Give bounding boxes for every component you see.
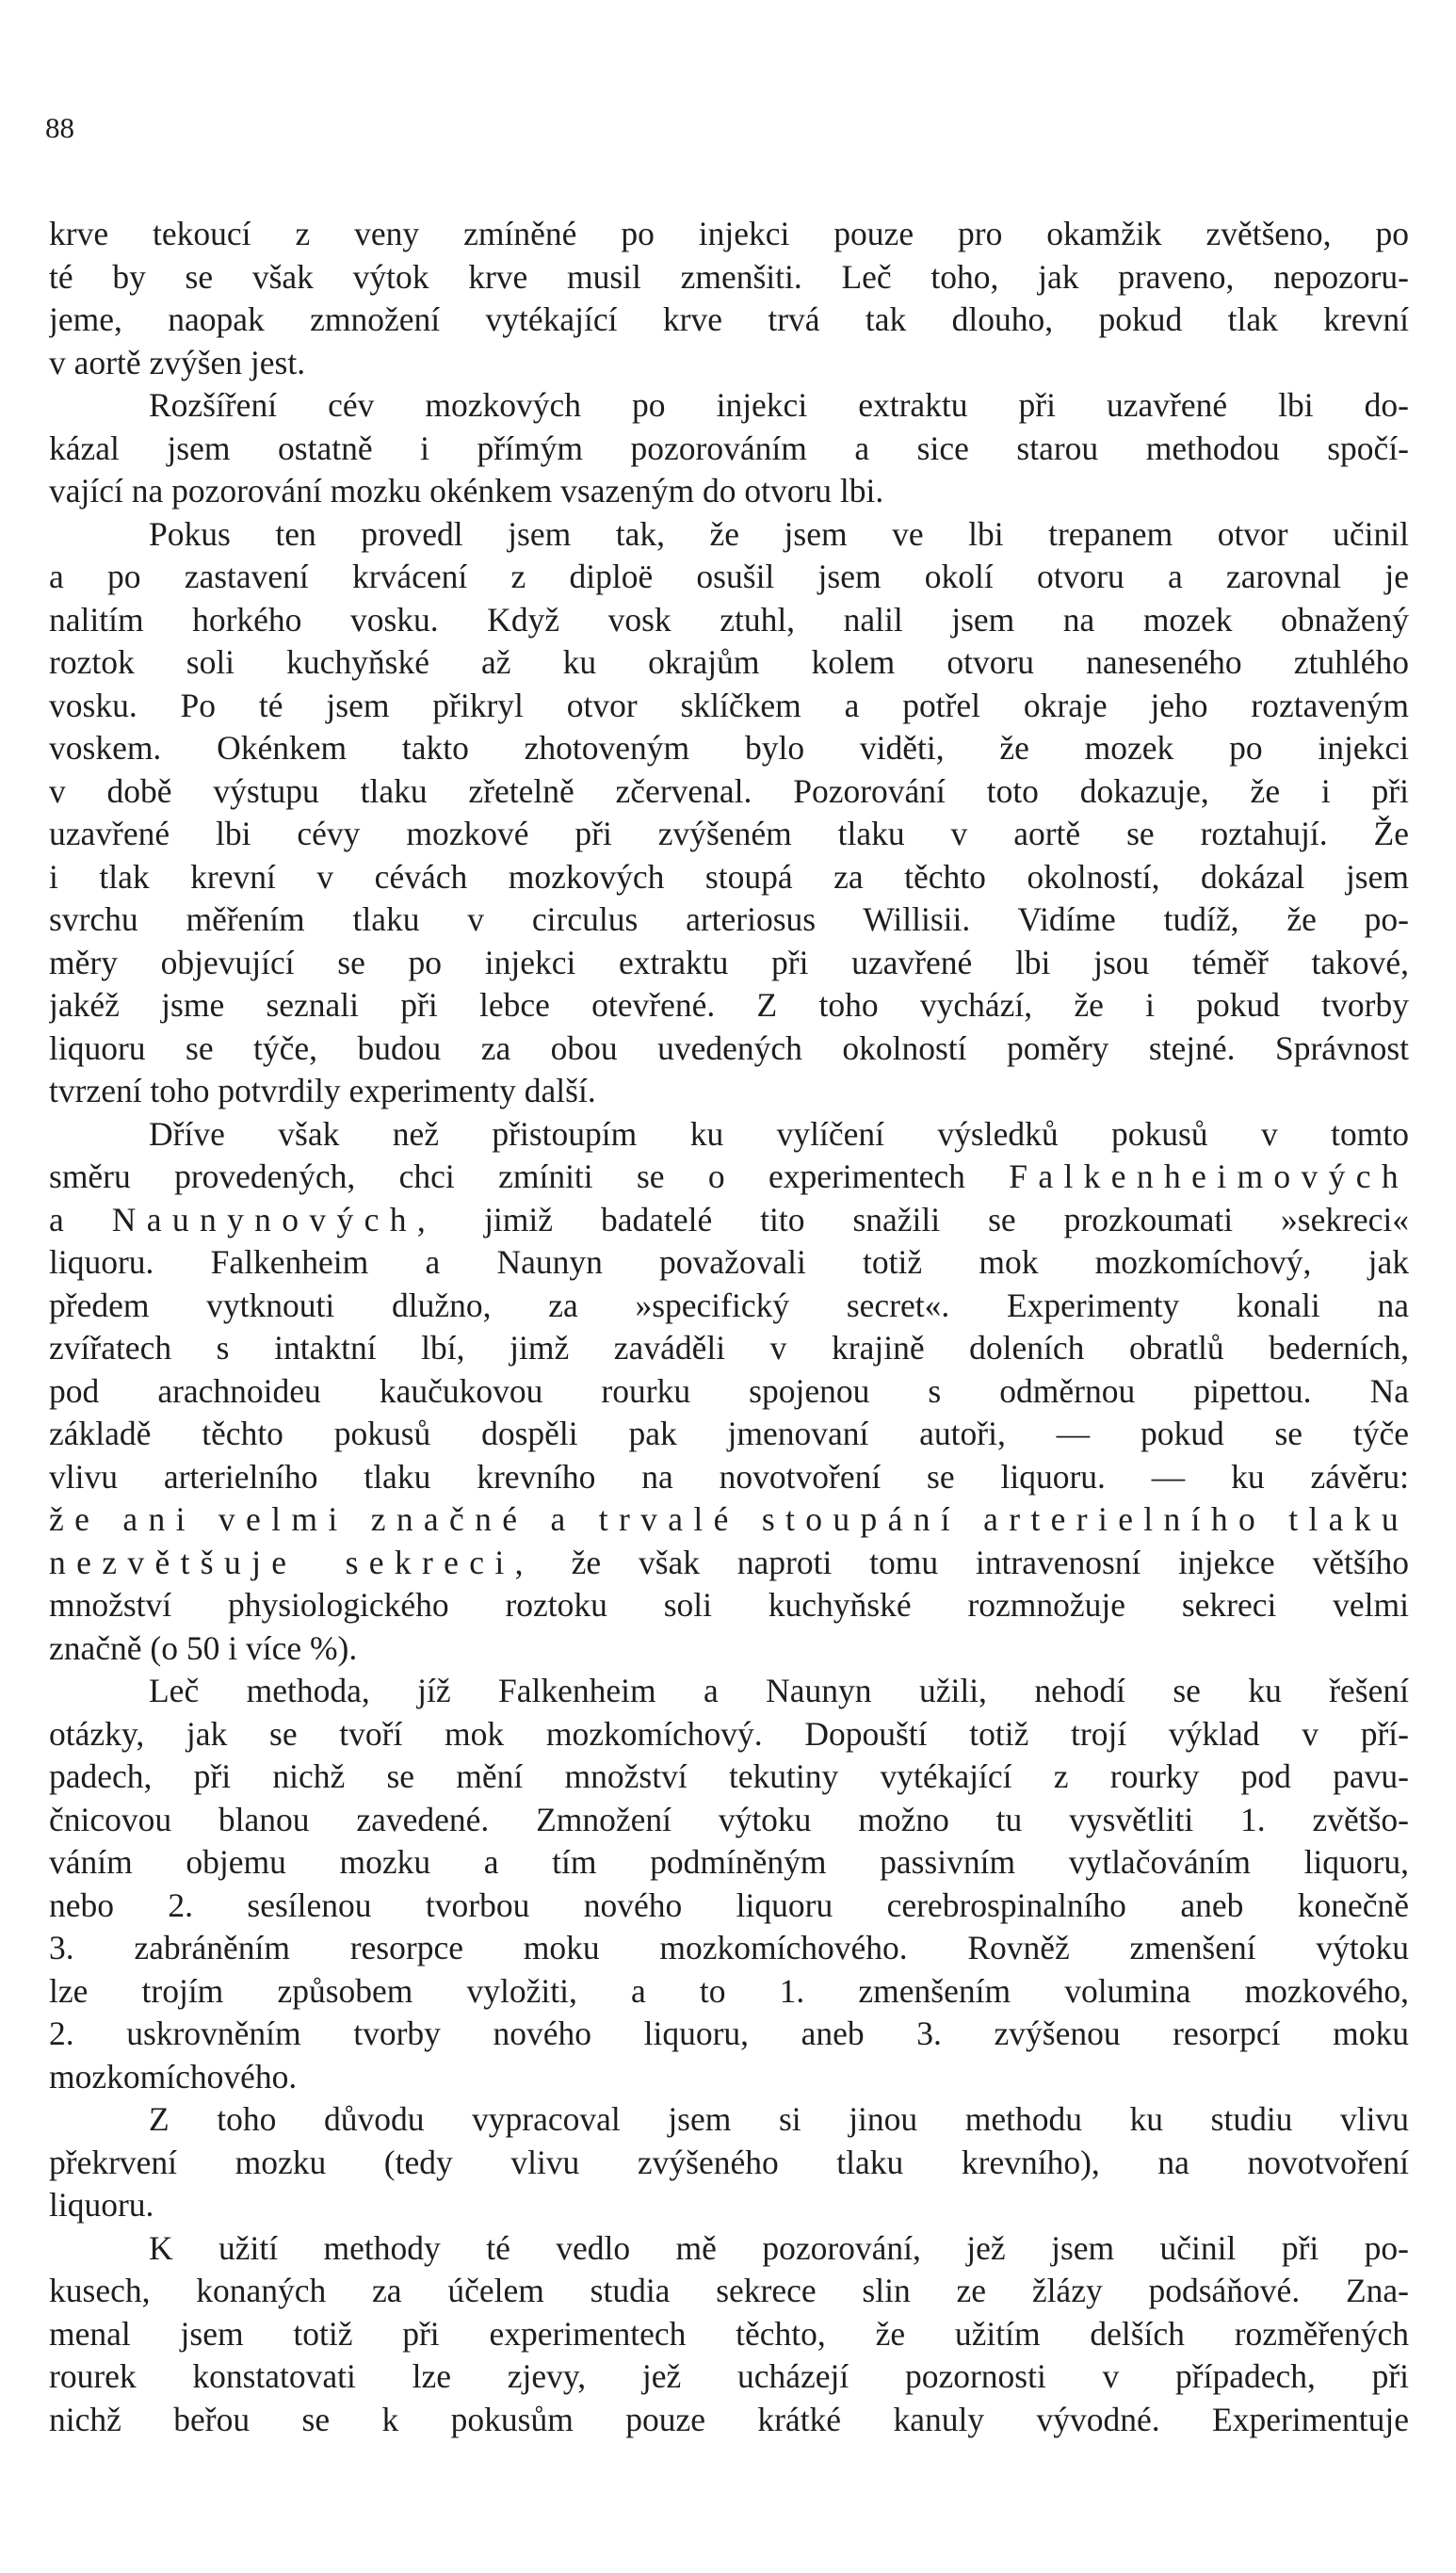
- text-line: lze trojím způsobem vyložiti, a to 1. zmenšením volumina mozkového,: [49, 1971, 1409, 2010]
- text-line: v aortě zvýšen jest.: [49, 343, 306, 381]
- text-line: váním objemu mozku a tím podmíněným passivním vytlačováním liquoru,: [49, 1843, 1409, 1881]
- text-segment: jimiž badatelé tito snažili se prozkoumati »sekreci«: [484, 1200, 1409, 1238]
- text-line: i tlak krevní v cévách mozkových stoupá za těchto okolností, dokázal jsem: [49, 857, 1409, 896]
- text-line: liquoru.: [49, 2186, 154, 2224]
- text-line: 2. uskrovněním tvorby nového liquoru, aneb 3. zvýšenou resorpcí moku: [49, 2015, 1409, 2052]
- text-segment: směru provedených, chci zmíniti se o experimentech: [49, 1157, 965, 1195]
- text-line: čnicovou blanou zavedené. Zmnožení výtoku možno tu vysvětliti 1. zvětšo-: [49, 1800, 1409, 1838]
- text-line: liquoru. Falkenheim a Naunyn považovali totiž mok mozkomíchový, jak: [49, 1243, 1409, 1281]
- text-line: značně (o 50 i více %).: [49, 1628, 358, 1667]
- body-text: [49, 213, 1409, 2441]
- text-line: vlivu arterielního tlaku krevního na novotvoření se liquoru. — ku závěru:: [49, 1457, 1409, 1496]
- text-line: [49, 1542, 1409, 1585]
- text-line: mozkomíchového.: [49, 2057, 298, 2096]
- text-line: kusech, konaných za účelem studia sekrece slin ze žlázy podsáňové. Zna-: [49, 2272, 1409, 2309]
- text-line: pod arachnoideu kaučukovou rourku spojenou s odměrnou pipettou. Na: [49, 1371, 1409, 1410]
- text-line: svrchu měřením tlaku v circulus arteriosus Willisii. Vidíme tudíž, že po-: [49, 900, 1409, 938]
- text-line: a po zastavení krvácení z diploë osušil jsem okolí otvoru a zarovnal je: [49, 558, 1409, 595]
- text-line: vající na pozorování mozku okénkem vsazeným do otvoru lbi.: [49, 472, 884, 510]
- text-line: jeme, naopak zmnožení vytékající krve trvá tak dlouho, pokud tlak krevní: [49, 300, 1409, 338]
- text-line: nichž beřou se k pokusům pouze krátké kanuly vývodné. Experimentuje: [49, 2400, 1409, 2438]
- text-line: té by se však výtok krve musil zmenšiti. Leč toho, jak praveno, nepozoru-: [49, 257, 1409, 296]
- emphasis-segment: nezvětšuje sekreci,: [49, 1543, 534, 1581]
- spaced-name: Naunynových,: [111, 1200, 437, 1238]
- text-line: menal jsem totiž při experimentech těchto, že užitím delších rozměřených: [49, 2314, 1409, 2353]
- text-line: Z toho důvodu vypracoval jsem si jinou methodu ku studiu vlivu: [149, 2100, 1409, 2138]
- text-line: jakéž jsme seznali při lebce otevřené. Z toho vychází, že i pokud tvorby: [49, 986, 1409, 1024]
- text-line: nalitím horkého vosku. Když vosk ztuhl, nalil jsem na mozek obnažený: [49, 600, 1409, 639]
- text-line: v době výstupu tlaku zřetelně zčervenal. Pozorování toto dokazuje, že i při: [49, 771, 1409, 810]
- spaced-name: Falkenheimových: [1009, 1157, 1409, 1195]
- text-line: liquoru se týče, budou za obou uvedených okolností poměry stejné. Správnost: [49, 1028, 1409, 1067]
- text-line: 3. zabráněním resorpce moku mozkomíchového. Rovněž zmenšení výtoku: [49, 1929, 1409, 1966]
- text-line: uzavřené lbi cévy mozkové při zvýšeném tlaku v aortě se roztahují. Že: [49, 815, 1409, 852]
- text-line: vosku. Po té jsem přikryl otvor sklíčkem a potřel okraje jeho roztaveným: [49, 686, 1409, 724]
- text-segment: a: [49, 1200, 64, 1238]
- text-line: rourek konstatovati lze zjevy, jež ucházejí pozornosti v případech, při: [49, 2357, 1409, 2395]
- text-line: [49, 1156, 1409, 1199]
- text-line: nebo 2. sesílenou tvorbou nového liquoru cerebrospinalního aneb konečně: [49, 1885, 1409, 1924]
- text-line: základě těchto pokusů dospěli pak jmenovaní autoři, — pokud se týče: [49, 1415, 1409, 1452]
- text-line: roztok soli kuchyňské až ku okrajům kolem otvoru naneseného ztuhlého: [49, 643, 1409, 681]
- text-line: kázal jsem ostatně i přímým pozorováním a sice starou methodou spočí-: [49, 429, 1409, 467]
- text-line: K užití methody té vedlo mě pozorování, jež jsem učinil při po-: [149, 2228, 1409, 2267]
- text-line: voskem. Okénkem takto zhotoveným bylo viděti, že mozek po injekci: [49, 729, 1409, 767]
- text-line: předem vytknouti dlužno, za »specifický secret«. Experimenty konali na: [49, 1286, 1409, 1324]
- text-line: Rozšíření cév mozkových po injekci extraktu při uzavřené lbi do-: [149, 386, 1409, 424]
- text-line: tvrzení toho potvrdily experimenty další.: [49, 1072, 596, 1109]
- text-line: zvířatech s intaktní lbí, jimž zaváděli v krajině doleních obratlů bederních,: [49, 1329, 1409, 1367]
- text-line: krve tekoucí z veny zmíněné po injekci pouze pro okamžik zvětšeno, po: [49, 215, 1409, 252]
- text-line: měry objevující se po injekci extraktu při uzavřené lbi jsou téměř takové,: [49, 943, 1409, 981]
- text-segment: že však naproti tomu intravenosní injekce většího: [571, 1543, 1409, 1581]
- text-line: otázky, jak se tvoří mok mozkomíchový. Dopouští totiž trojí výklad v pří-: [49, 1714, 1409, 1753]
- text-line-emphasis: že ani velmi značné a trvalé stoupání arterielního tlaku: [49, 1500, 1409, 1538]
- text-line: padech, při nichž se mění množství tekutiny vytékající z rourky pod pavu-: [49, 1757, 1409, 1795]
- text-line: [49, 1199, 1409, 1242]
- text-line: Dříve však než přistoupím ku vylíčení výsledků pokusů v tomto: [149, 1114, 1409, 1153]
- text-line: množství physiologického roztoku soli kuchyňské rozmnožuje sekreci velmi: [49, 1586, 1409, 1624]
- text-line: Leč methoda, jíž Falkenheim a Naunyn užili, nehodí se ku řešení: [149, 1672, 1409, 1709]
- text-line: Pokus ten provedl jsem tak, že jsem ve lbi trepanem otvor učinil: [149, 514, 1409, 553]
- text-line: překrvení mozku (tedy vlivu zvýšeného tlaku krevního), na novotvoření: [49, 2143, 1409, 2181]
- page-number: 88: [45, 111, 74, 144]
